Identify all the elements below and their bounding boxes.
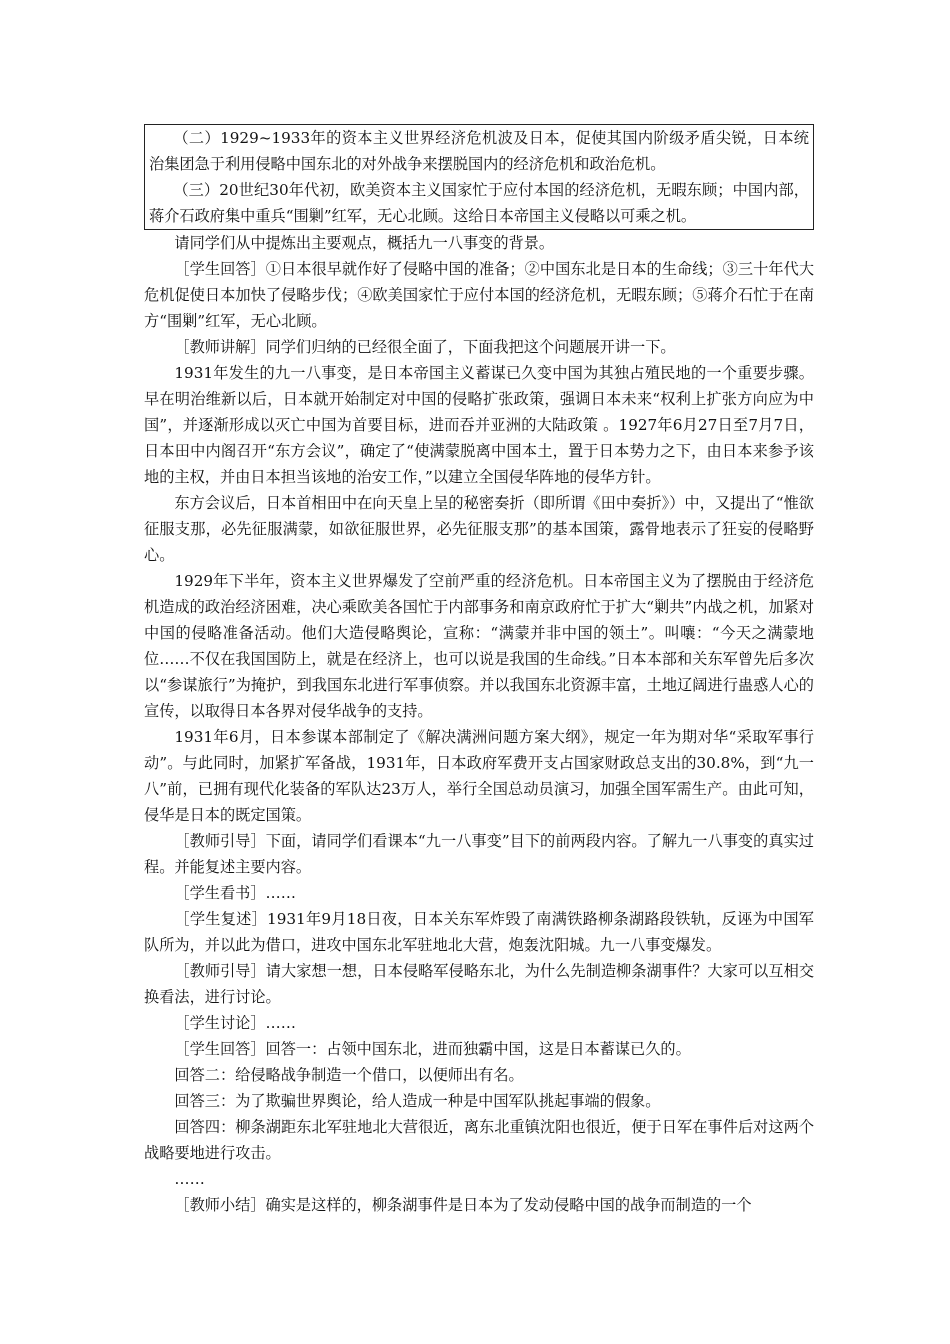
paragraph-1931: 1931年发生的九一八事变，是日本帝国主义蓄谋已久变中国为其独占殖民地的一个重要步骤。早在明治维新以后，日本就开始制定对中国的侵略扩张政策，强调日本未来“权利上扩张方向应为中国”，并逐渐形成以灭亡中国为首要目标，进而吞并亚洲的大陆政策 。1927年6月27日至7月7日，日本田中内阁召开“东方会议”，确定了“使满蒙脱离中国本土，置于日本势力之下，由日本来参予该地的主权，并由日本担当该地的治安工作，”以建立全国侵华阵地的侵华方针。 — [144, 364, 814, 486]
student-answer-4: 回答四：柳条湖距东北军驻地北大营很近，离东北重镇沈阳也很近，便于日军在事件后对这两个战略要地进行攻击。 — [144, 1118, 814, 1162]
document-page — [144, 124, 814, 1218]
teacher-guide-2: ［教师引导］请大家想一想，日本侵略军侵略东北，为什么先制造柳条湖事件？大家可以互相交换看法，进行讨论。 — [144, 962, 814, 1006]
teacher-prompt: 请同学们从中提炼出主要观点，概括九一八事变的背景。 — [174, 234, 555, 252]
teacher-explanation: ［教师讲解］同学们归纳的已经很全面了，下面我把这个问题展开讲一下。 — [174, 338, 676, 356]
student-retelling: ［学生复述］1931年9月18日夜，日本关东军炸毁了南满铁路柳条湖路段铁轨，反诬为中国军队所为，并以此为借口，进攻中国东北军驻地北大营，炮轰沈阳城。九一八事变爆发。 — [144, 910, 814, 954]
paragraph-eastern-conference: 东方会议后，日本首相田中在向天皇上呈的秘密奏折（即所谓《田中奏折》）中，又提出了“惟欲征服支那，必先征服满蒙，如欲征服世界，必先征服支那”的基本国策，露骨地表示了狂妄的侵略野心。 — [144, 494, 814, 564]
teacher-guide-1: ［教师引导］下面，请同学们看课本“九一八事变”目下的前两段内容。了解九一八事变的真实过程。并能复述主要内容。 — [144, 832, 814, 876]
quoted-material-box — [144, 124, 814, 230]
student-discussion: ［学生讨论］…… — [174, 1014, 296, 1032]
student-answer-2: 回答二：给侵略战争制造一个借口，以便师出有名。 — [174, 1066, 524, 1084]
ellipsis-line: …… — [174, 1170, 205, 1188]
student-answer-3: 回答三：为了欺骗世界舆论，给人造成一种是中国军队挑起事端的假象。 — [174, 1092, 661, 1110]
paragraph-june-1931: 1931年6月，日本参谋本部制定了《解决满洲问题方案大纲》，规定一年为期对华“采取军事行动”。与此同时，加紧扩军备战，1931年，日本政府军费开支占国家财政总支出的30.8%，到“九一八”前，已拥有现代化装备的军队达23万人，举行全国总动员演习，加强全国军需生产。由此可知，侵华是日本的既定国策。 — [144, 728, 814, 824]
box-paragraph-2: （二）1929~1933年的资本主义世界经济危机波及日本，促使其国内阶级矛盾尖锐，日本统治集团急于利用侵略中国东北的对外战争来摆脱国内的经济危机和政治危机。 — [149, 129, 809, 173]
student-reading: ［学生看书］…… — [174, 884, 296, 902]
lesson-body — [144, 230, 814, 1218]
student-answer: ［学生回答］①日本很早就作好了侵略中国的准备；②中国东北是日本的生命线；③三十年代大危机促使日本加快了侵略步伐；④欧美国家忙于应付本国的经济危机，无暇东顾；⑤蒋介石忙于在南方“围剿”红军，无心北顾。 — [144, 260, 814, 330]
box-paragraph-3: （三）20世纪30年代初，欧美资本主义国家忙于应付本国的经济危机，无暇东顾；中国内部，蒋介石政府集中重兵“围剿”红军，无心北顾。这给日本帝国主义侵略以可乘之机。 — [149, 181, 809, 225]
paragraph-1929: 1929年下半年，资本主义世界爆发了空前严重的经济危机。日本帝国主义为了摆脱由于经济危机造成的政治经济困难，决心乘欧美各国忙于内部事务和南京政府忙于扩大“剿共”内战之机，加紧对中国的侵略准备活动。他们大造侵略舆论，宣称：“满蒙并非中国的领土”。叫嚷：“今天之满蒙地位……不仅在我国国防上，就是在经济上，也可以说是我国的生命线。”日本本部和关东军曾先后多次以“参谋旅行”为掩护，到我国东北进行军事侦察。并以我国东北资源丰富，土地辽阔进行蛊惑人心的宣传，以取得日本各界对侵华战争的支持。 — [144, 572, 814, 720]
teacher-summary: ［教师小结］确实是这样的，柳条湖事件是日本为了发动侵略中国的战争而制造的一个 — [174, 1196, 752, 1214]
student-answer-1: ［学生回答］回答一：占领中国东北，进而独霸中国，这是日本蓄谋已久的。 — [174, 1040, 691, 1058]
